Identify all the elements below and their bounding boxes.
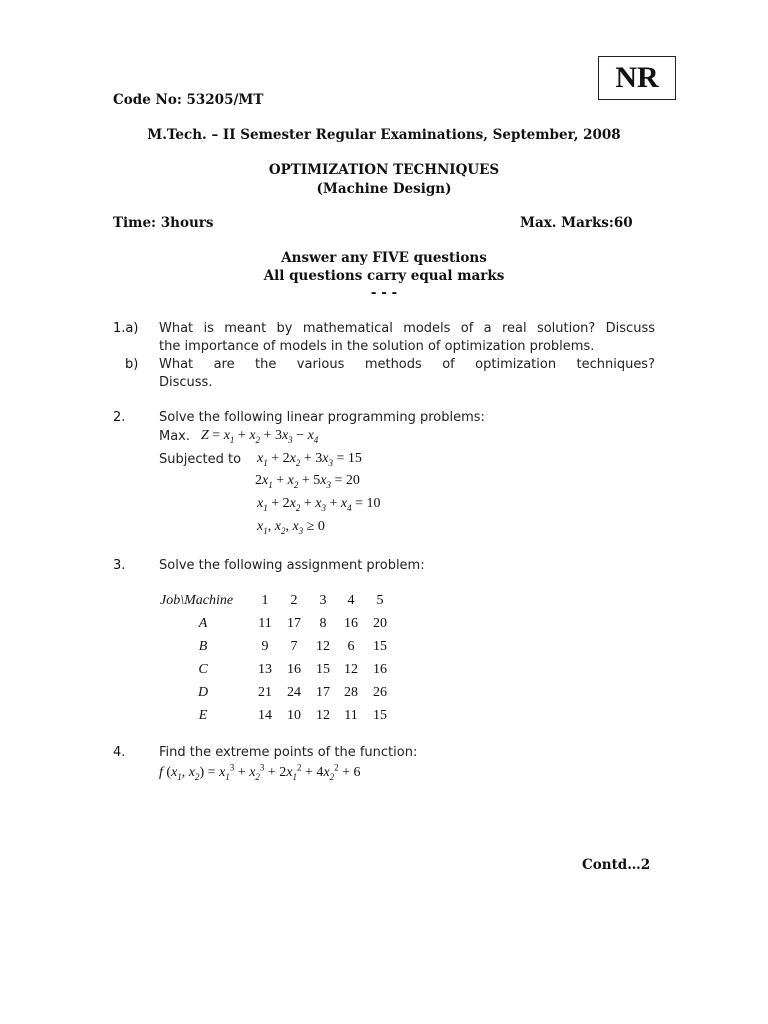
constraint-3: $x_1 + 2x_2 + x_3 + x_4 = 10$ bbox=[257, 496, 381, 513]
table-cell: 15 bbox=[373, 708, 387, 723]
table-cell: 21 bbox=[258, 685, 272, 700]
job-label-e: E bbox=[198, 708, 208, 723]
table-cell: 6 bbox=[347, 639, 355, 654]
question-1a-number: 1.a) bbox=[113, 321, 139, 336]
table-cell: 24 bbox=[287, 685, 301, 700]
job-label-d: D bbox=[197, 685, 209, 700]
question-2-text: Solve the following linear programming problems: bbox=[159, 410, 485, 425]
table-cell: 7 bbox=[290, 639, 298, 654]
table-cell: 14 bbox=[258, 708, 272, 723]
table-header-label: Job\Machine bbox=[160, 593, 234, 608]
subjected-to-label: Subjected to bbox=[159, 452, 242, 467]
instruction-divider: - - - bbox=[370, 285, 398, 301]
machine-header-1: 1 bbox=[261, 593, 269, 608]
table-cell: 15 bbox=[316, 662, 330, 677]
exam-title: M.Tech. – II Semester Regular Examinations, September, 2008 bbox=[147, 127, 621, 143]
max-label: Max. bbox=[159, 429, 191, 444]
table-cell: 15 bbox=[373, 639, 387, 654]
continued-label: Contd…2 bbox=[582, 857, 651, 873]
table-cell: 12 bbox=[316, 639, 330, 654]
instruction-line-1: Answer any FIVE questions bbox=[281, 250, 487, 266]
instruction-line-2: All questions carry equal marks bbox=[263, 268, 505, 284]
question-1b-line-1: What are the various methods of optimization techniques? bbox=[159, 357, 655, 372]
machine-header-5: 5 bbox=[376, 593, 384, 608]
table-cell: 11 bbox=[344, 708, 358, 723]
table-cell: 20 bbox=[373, 616, 387, 631]
job-label-a: A bbox=[198, 616, 208, 631]
function-expression: f ($x_1$, $x_2) = x_1^3 + x_2^3 + 2x_1^2 + 4x_2^2 + 6$ bbox=[159, 762, 361, 782]
question-2-number: 2. bbox=[113, 410, 126, 425]
question-1a-line-2: the importance of models in the solution of optimization problems. bbox=[159, 339, 595, 354]
question-1b-line-2: Discuss. bbox=[159, 375, 213, 390]
question-4-text: Find the extreme points of the function: bbox=[159, 745, 418, 760]
table-cell: 10 bbox=[287, 708, 301, 723]
table-cell: 28 bbox=[344, 685, 358, 700]
max-marks-label: Max. Marks:60 bbox=[520, 215, 633, 231]
nr-badge: NR bbox=[598, 56, 676, 100]
branch-title: (Machine Design) bbox=[316, 181, 452, 197]
code-number: Code No: 53205/MT bbox=[113, 92, 264, 108]
table-cell: 17 bbox=[287, 616, 301, 631]
constraint-2: $2x_1 + x_2 + 5x_3 = 20$ bbox=[255, 473, 360, 490]
subject-title: OPTIMIZATION TECHNIQUES bbox=[268, 162, 500, 178]
table-cell: 16 bbox=[287, 662, 301, 677]
question-1b-number: b) bbox=[125, 357, 139, 372]
table-cell: 8 bbox=[319, 616, 327, 631]
constraint-nonneg: $x_1$, $x_2$, $x_3 \ge 0$ bbox=[257, 519, 325, 536]
table-cell: 11 bbox=[258, 616, 272, 631]
objective-function: $Z = x_1 + x_2 + 3x_3 - x_4$ bbox=[201, 428, 319, 445]
table-cell: 16 bbox=[344, 616, 358, 631]
job-label-c: C bbox=[198, 662, 208, 677]
table-cell: 9 bbox=[261, 639, 269, 654]
question-4-number: 4. bbox=[113, 745, 126, 760]
job-label-b: B bbox=[198, 639, 208, 654]
time-label: Time: 3hours bbox=[113, 215, 214, 231]
table-cell: 17 bbox=[316, 685, 330, 700]
machine-header-4: 4 bbox=[347, 593, 355, 608]
machine-header-2: 2 bbox=[290, 593, 298, 608]
table-cell: 12 bbox=[316, 708, 330, 723]
question-3-number: 3. bbox=[113, 558, 126, 573]
table-cell: 12 bbox=[344, 662, 358, 677]
table-cell: 13 bbox=[258, 662, 272, 677]
machine-header-3: 3 bbox=[319, 593, 327, 608]
question-3-text: Solve the following assignment problem: bbox=[159, 558, 425, 573]
table-cell: 26 bbox=[373, 685, 387, 700]
table-cell: 16 bbox=[373, 662, 387, 677]
constraint-1: $x_1 + 2x_2 + 3x_3 = 15$ bbox=[257, 451, 362, 468]
question-1a-line-1: What is meant by mathematical models of a real solution? Discuss bbox=[159, 321, 655, 336]
